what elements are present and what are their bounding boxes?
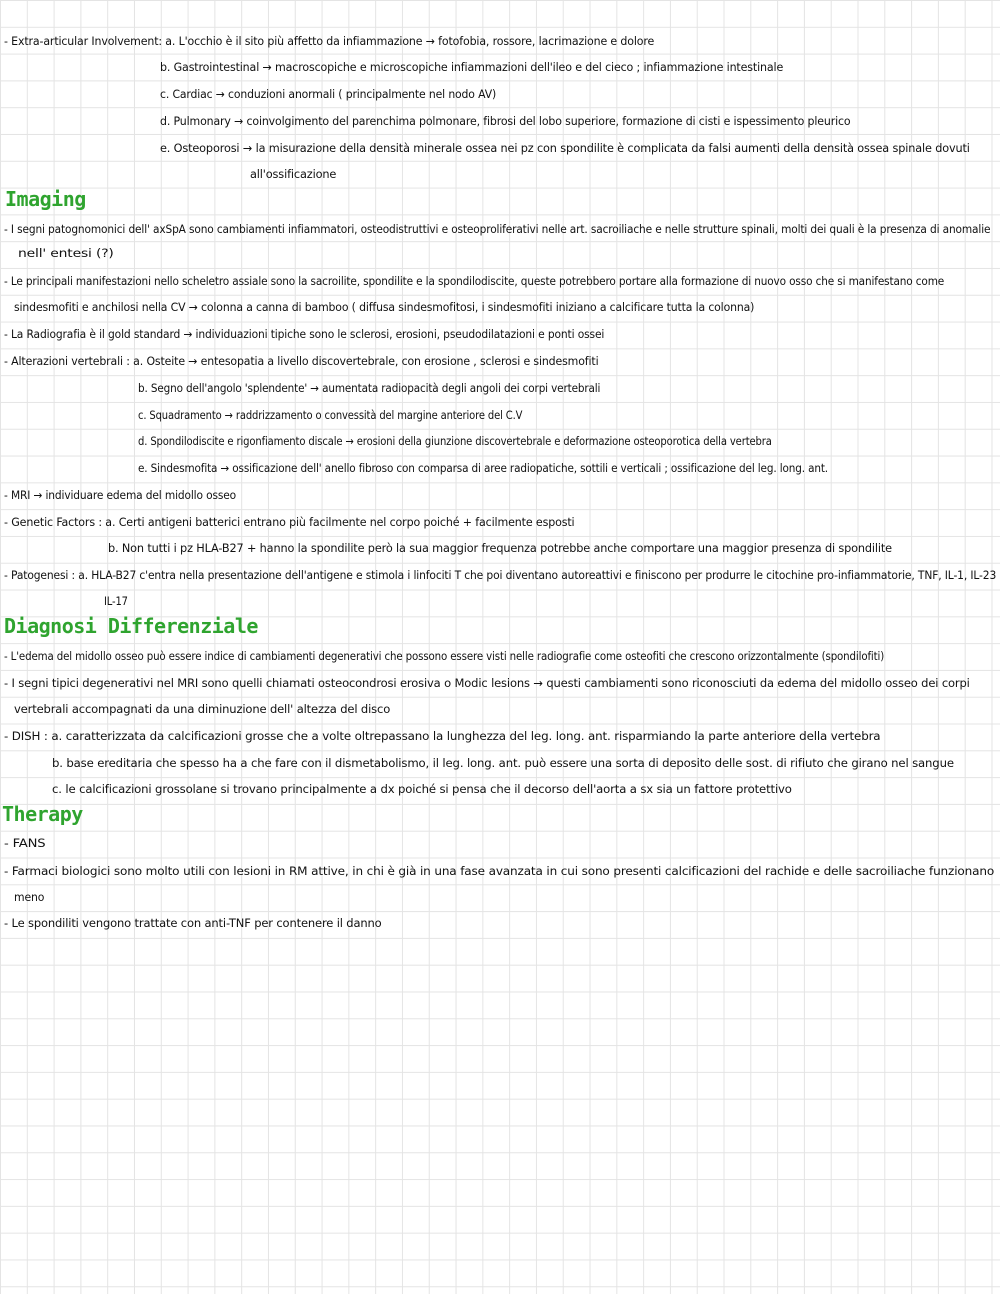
diagnosi-line: - L'edema del midollo osseo può essere indice di cambiamenti degenerativi che possono essere visti nelle radiografie come osteofiti che crescono orizzontalmente (spondilofiti) xyxy=(4,649,885,663)
extra-articular-line: all'ossificazione xyxy=(250,167,337,181)
therapy-line: - FANS xyxy=(4,836,46,850)
imaging-line: e. Sindesmofita → ossificazione dell' anello fibroso con comparsa di aree radiopatiche, sottili e verticali ; ossificazione del leg. long. ant. xyxy=(138,461,828,475)
diagnosi-line: - I segni tipici degenerativi nel MRI sono quelli chiamati osteocondrosi erosiva o Modic lesions → questi cambiamenti sono riconosciuti da edema del midollo osseo dei corpi xyxy=(4,676,970,690)
imaging-line: - I segni patognomonici dell' axSpA sono cambiamenti infiammatori, osteodistruttivi e osteoproliferativi nelle art. sacroiliache e nelle strutture spinali, molti dei quali è la presenza di anomalie xyxy=(4,222,991,236)
imaging-line: sindesmofiti e anchilosi nella CV → colonna a canna di bamboo ( diffusa sindesmofitosi, i sindesmofiti iniziano a calcificare tutta la colonna) xyxy=(14,300,755,314)
diagnosi-line: b. base ereditaria che spesso ha a che fare con il dismetabolismo, il leg. long. ant. può essere una sorta di deposito delle sost. di rifiuto che girano nel sangue xyxy=(52,756,954,770)
diagnosi-line: vertebrali accompagnati da una diminuzione dell' altezza del disco xyxy=(14,702,391,716)
extra-articular-line: b. Gastrointestinal → macroscopiche e microscopiche infiammazioni dell'ileo e del cieco ; infiammazione intestinale xyxy=(160,60,784,74)
imaging-line: nell' entesi (?) xyxy=(18,246,114,260)
imaging-line: d. Spondilodiscite e rigonfiamento discale → erosioni della giunzione discovertebrale e deformazione osteoporotica della vertebra xyxy=(138,434,772,448)
diagnosi-line: - DISH : a. caratterizzata da calcificazioni grosse che a volte oltrepassano la lunghezza del leg. long. ant. risparmiando la parte anteriore della vertebra xyxy=(4,729,881,743)
imaging-line: - Patogenesi : a. HLA-B27 c'entra nella presentazione dell'antigene e stimola i linfociti T che poi diventano autoreattivi e finiscono per produrre le citochine pro-infiammatorie, TNF, IL-1, IL-23 xyxy=(4,568,997,582)
therapy-line: - Le spondiliti vengono trattate con anti-TNF per contenere il danno xyxy=(4,916,382,930)
imaging-line: - La Radiografia è il gold standard → individuazioni tipiche sono le sclerosi, erosioni, pseudodilatazioni e ponti ossei xyxy=(4,327,605,341)
therapy-heading: Therapy xyxy=(2,802,83,826)
therapy-line: meno xyxy=(14,890,45,904)
imaging-line: - MRI → individuare edema del midollo osseo xyxy=(4,488,237,502)
imaging-line: - Le principali manifestazioni nello scheletro assiale sono la sacroilite, spondilite e la spondilodiscite, queste potrebbero portare alla formazione di nuovo osso che si manifestano come xyxy=(4,274,945,288)
extra-articular-line: - Extra-articular Involvement: a. L'occhio è il sito più affetto da infiammazione → fotofobia, rossore, lacrimazione e dolore xyxy=(4,34,655,48)
imaging-heading: Imaging xyxy=(5,187,86,211)
imaging-line: - Genetic Factors : a. Certi antigeni batterici entrano più facilmente nel corpo poiché + facilmente esposti xyxy=(4,515,575,529)
extra-articular-line: e. Osteoporosi → la misurazione della densità minerale ossea nei pz con spondilite è complicata da falsi aumenti della densità ossea spinale dovuti xyxy=(160,141,970,155)
imaging-line: - Alterazioni vertebrali : a. Osteite → entesopatia a livello discovertebrale, con erosione , sclerosi e sindesmofiti xyxy=(4,354,599,368)
imaging-line: b. Non tutti i pz HLA-B27 + hanno la spondilite però la sua maggior frequenza potrebbe anche comportare una maggior presenza di spondilite xyxy=(108,541,892,555)
diagnosi-heading: Diagnosi Differenziale xyxy=(4,614,258,638)
extra-articular-line: c. Cardiac → conduzioni anormali ( principalmente nel nodo AV) xyxy=(160,87,497,101)
therapy-line: - Farmaci biologici sono molto utili con lesioni in RM attive, in chi è già in una fase avanzata in cui sono presenti calcificazioni del rachide e delle sacroiliache funzionano xyxy=(4,864,995,878)
extra-articular-line: d. Pulmonary → coinvolgimento del parenchima polmonare, fibrosi del lobo superiore, formazione di cisti e ispessimento pleurico xyxy=(160,114,851,128)
imaging-line: c. Squadramento → raddrizzamento o convessità del margine anteriore del C.V xyxy=(138,408,523,422)
imaging-line: IL-17 xyxy=(104,594,128,608)
diagnosi-line: c. le calcificazioni grossolane si trovano principalmente a dx poiché si pensa che il decorso dell'aorta a sx sia un fattore protettivo xyxy=(52,782,792,796)
imaging-line: b. Segno dell'angolo 'splendente' → aumentata radiopacità degli angoli dei corpi vertebrali xyxy=(138,381,601,395)
